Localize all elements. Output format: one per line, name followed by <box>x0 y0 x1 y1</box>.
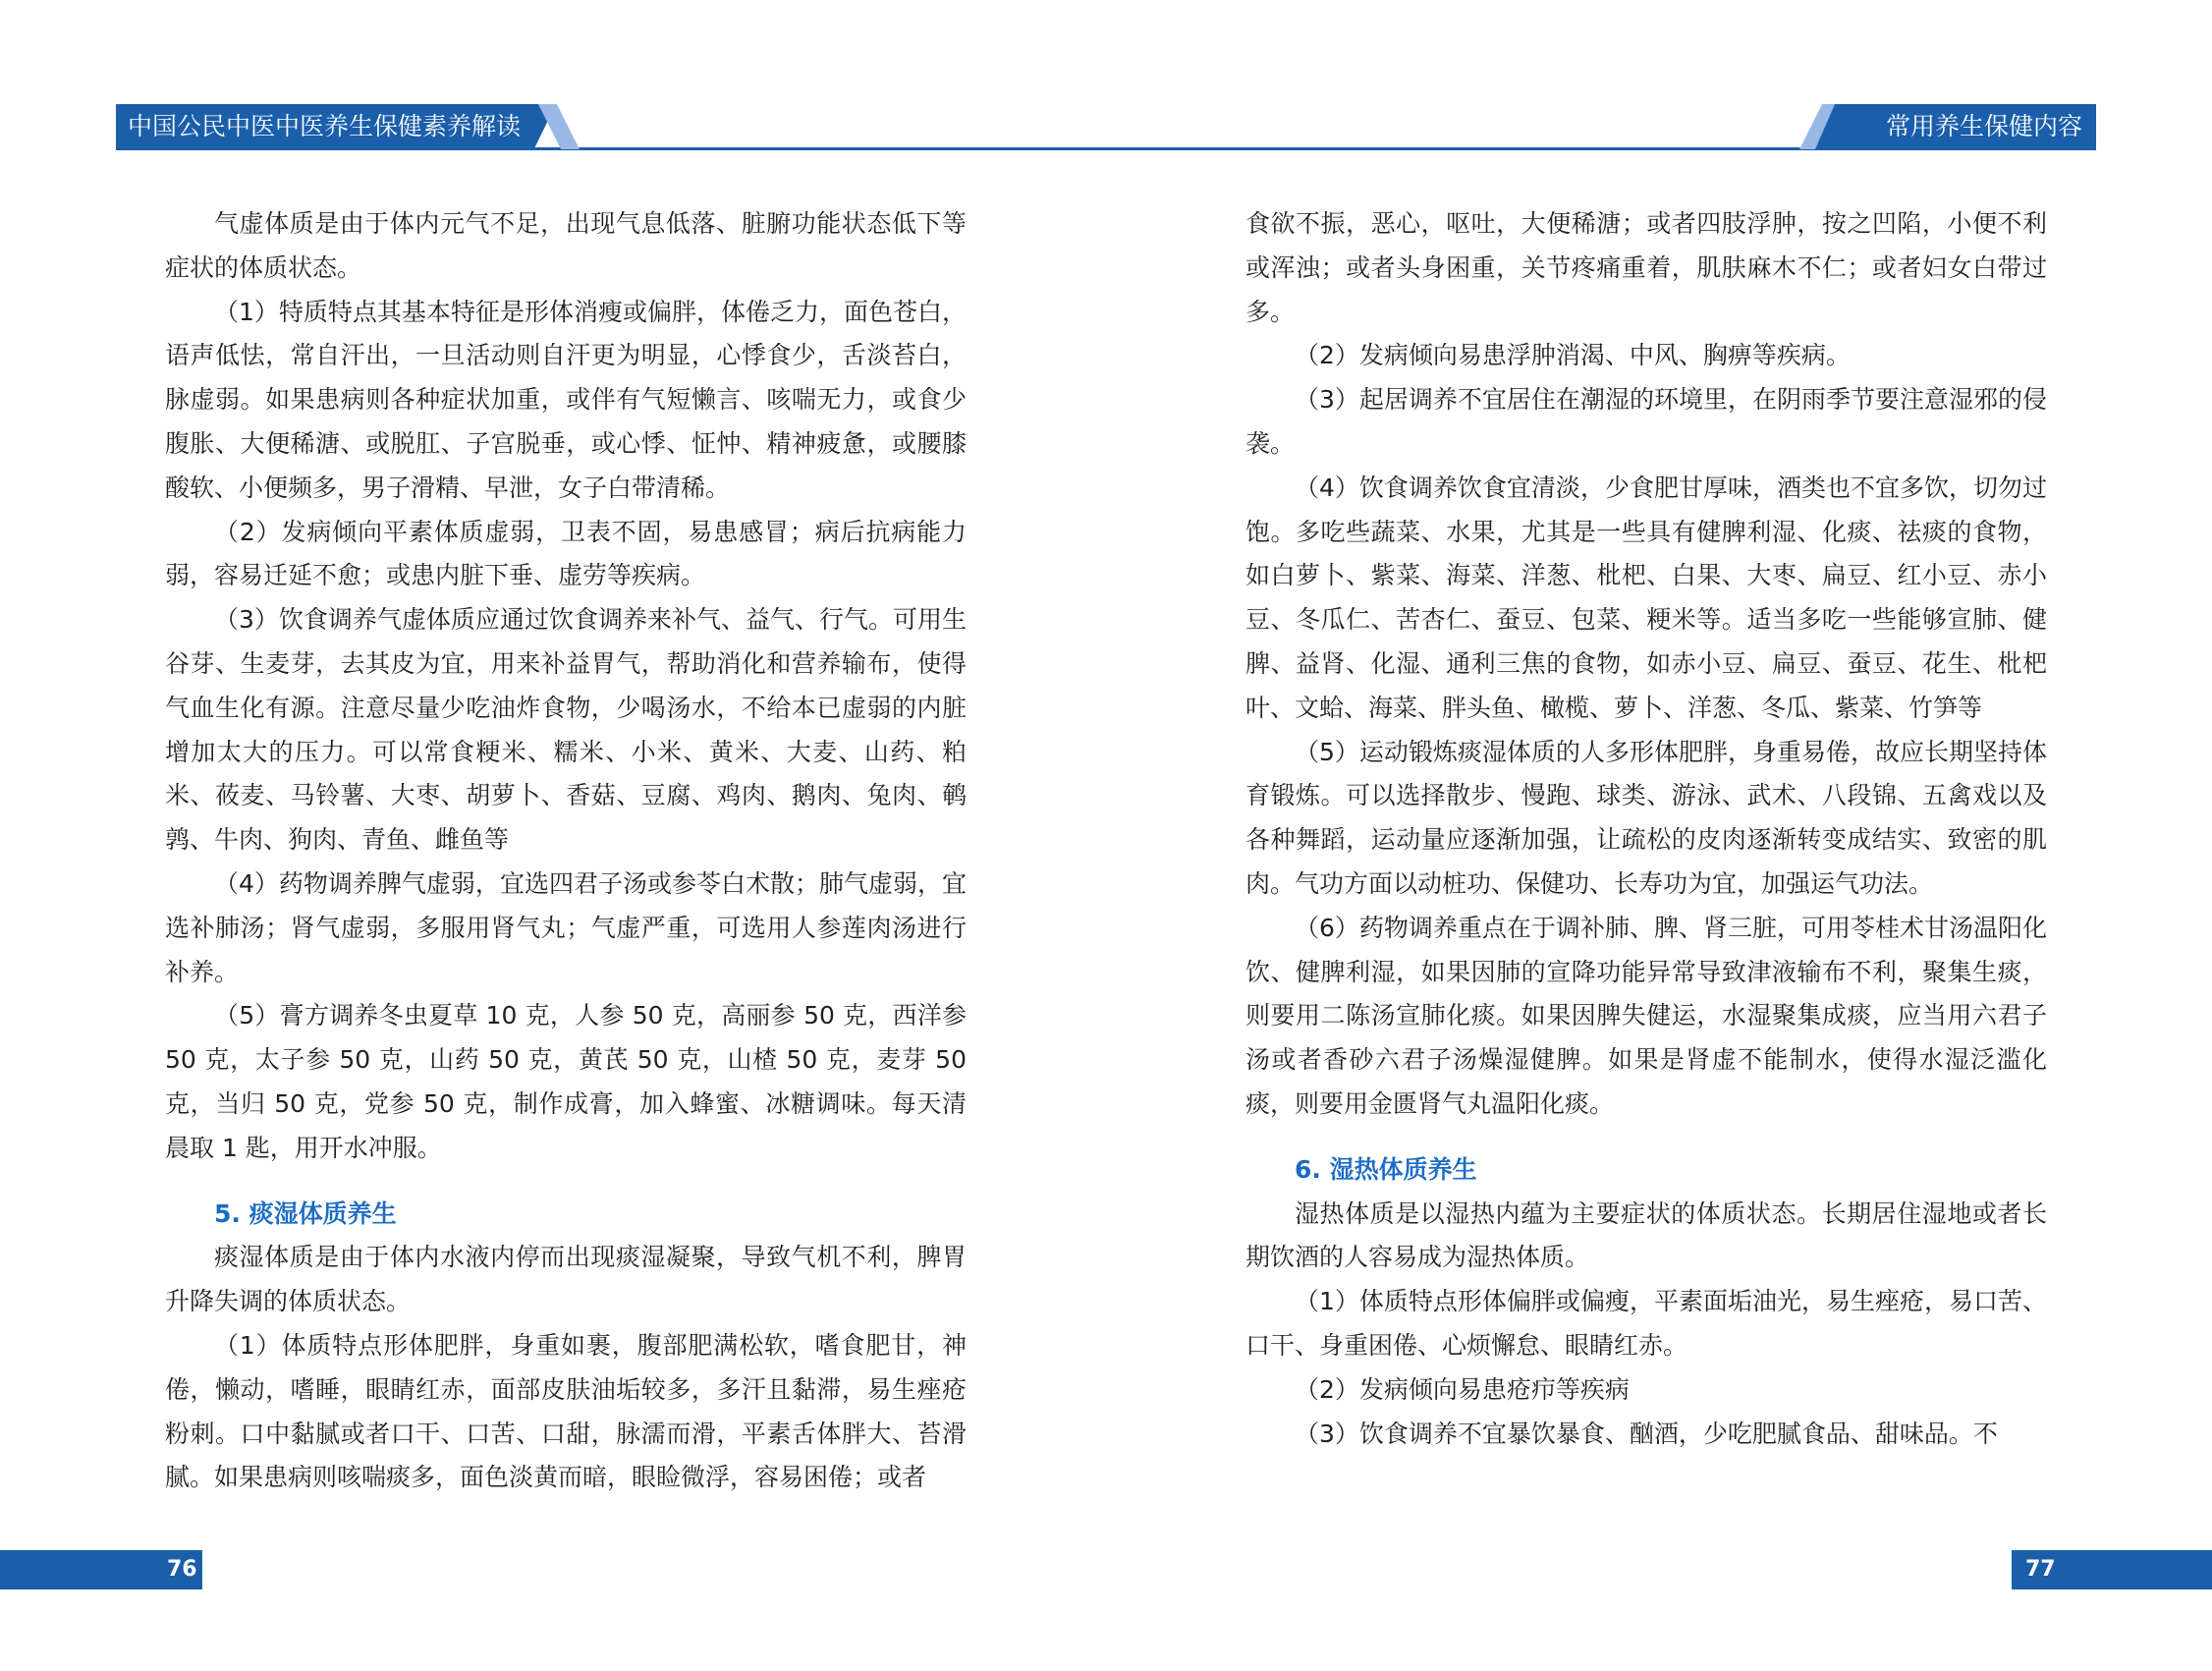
paragraph: （1）体质特点形体肥胖，身重如裹，腹部肥满松软，嗜食肥甘，神倦，懒动，嗜睡，眼睛红赤，面部皮肤油垢较多，多汗且黏滞，易生痤疮粉刺。口中黏腻或者口干、口苦、口甜，脉濡而滑，平素舌体胖大、苔滑腻。如果患病则咳喘痰多，面色淡黄而暗，眼睑微浮，容易困倦；或者 <box>165 1330 967 1492</box>
right-running-title: 常用养生保健内容 <box>1885 112 2082 140</box>
continued-paragraph: 食欲不振，恶心，呕吐，大便稀溏；或者四肢浮肿，按之凹陷，小便不利或浑浊；或者头身困重，关节疼痛重着，肌肤麻木不仁；或者妇女白带过多。 <box>1245 209 2047 326</box>
paragraph: （2）发病倾向平素体质虚弱，卫表不固，易患感冒；病后抗病能力弱，容易迁延不愈；或患内脏下垂、虚劳等疾病。 <box>165 517 967 590</box>
paragraph: （2）发病倾向易患疮疖等疾病 <box>1295 1374 1630 1404</box>
paragraph: （3）起居调养不宜居住在潮湿的环境里，在阴雨季节要注意湿邪的侵袭。 <box>1245 385 2047 458</box>
paragraph: （5）运动锻炼痰湿体质的人多形体肥胖，身重易倦，故应长期坚持体育锻炼。可以选择散步、慢跑、球类、游泳、武术、八段锦、五禽戏以及各种舞蹈，运动量应逐渐加强，让疏松的皮肉逐渐转变成结实、致密的肌肉。气功方面以动桩功、保健功、长寿功为宜，加强运气功法。 <box>1245 737 2047 898</box>
paragraph: （1）体质特点形体偏胖或偏瘦，平素面垢油光，易生痤疮，易口苦、口干、身重困倦、心烦懈怠、眼睛红赤。 <box>1245 1287 2047 1360</box>
paragraph: （3）饮食调养不宜暴饮暴食、酗酒，少吃肥腻食品、甜味品。不 <box>1295 1419 1998 1448</box>
paragraph: （3）饮食调养气虚体质应通过饮食调养来补气、益气、行气。可用生谷芽、生麦芽，去其皮为宜，用来补益胃气，帮助消化和营养输布，使得气血生化有源。注意尽量少吃油炸食物，少喝汤水，不给本已虚弱的内脏增加太大的压力。可以常食粳米、糯米、小米、黄米、大麦、山药、粕米、莜麦、马铃薯、大枣、胡萝卜、香菇、豆腐、鸡肉、鹅肉、兔肉、鹌鹑、牛肉、狗肉、青鱼、雌鱼等 <box>165 605 967 855</box>
left-running-title: 中国公民中医中医养生保健素养解读 <box>128 112 522 140</box>
right-page-body <box>1245 202 2047 1456</box>
paragraph: （6）药物调养重点在于调补肺、脾、肾三脏，可用苓桂术甘汤温阳化饮、健脾利湿，如果因肺的宣降功能异常导致津液输布不利，聚集生痰，则要用二陈汤宣肺化痰。如果因脾失健运，水湿聚集成痰，应当用六君子汤或者香砂六君子汤燥湿健脾。如果是肾虚不能制水，使得水湿泛滥化痰，则要用金匮肾气丸温阳化痰。 <box>1245 913 2047 1118</box>
paragraph: （4）药物调养脾气虚弱，宜选四君子汤或参苓白术散；肺气虚弱，宜选补肺汤；肾气虚弱，多服用肾气丸；气虚严重，可选用人参莲肉汤进行补养。 <box>165 868 967 986</box>
page-number-right: 77 <box>2025 1557 2056 1582</box>
paragraph: （2）发病倾向易患浮肿消渴、中风、胸痹等疾病。 <box>1295 341 1851 370</box>
page-number-left: 76 <box>167 1557 197 1582</box>
left-page-body <box>165 202 967 1500</box>
section-heading: 6. 湿热体质养生 <box>1295 1154 1477 1184</box>
paragraph: （4）饮食调养饮食宜清淡，少食肥甘厚味，酒类也不宜多饮，切勿过饱。多吃些蔬菜、水果，尤其是一些具有健脾利湿、化痰、祛痰的食物，如白萝卜、紫菜、海菜、洋葱、枇杷、白果、大枣、扁豆、红小豆、赤小豆、冬瓜仁、苦杏仁、蚕豆、包菜、粳米等。适当多吃一些能够宣肺、健脾、益肾、化湿、通利三焦的食物，如赤小豆、扁豆、蚕豆、花生、枇杷叶、文蛤、海菜、胖头鱼、橄榄、萝卜、洋葱、冬瓜、紫菜、竹笋等 <box>1245 473 2047 722</box>
paragraph: 痰湿体质是由于体内水液内停而出现痰湿凝聚，导致气机不利，脾胃升降失调的体质状态。 <box>165 1243 967 1316</box>
paragraph: （1）特质特点其基本特征是形体消瘦或偏胖，体倦乏力，面色苍白，语声低怯，常自汗出，一旦活动则自汗更为明显，心悸食少，舌淡苔白，脉虚弱。如果患病则各种症状加重，或伴有气短懒言、咳喘无力，或食少腹胀、大便稀溏、或脱肛、子宫脱垂，或心悸、怔忡、精神疲惫，或腰膝酸软、小便频多，男子滑精、早泄，女子白带清稀。 <box>165 297 967 502</box>
paragraph: 湿热体质是以湿热内蕴为主要症状的体质状态。长期居住湿地或者长期饮酒的人容易成为湿热体质。 <box>1245 1198 2047 1272</box>
paragraph: 气虚体质是由于体内元气不足，出现气息低落、脏腑功能状态低下等症状的体质状态。 <box>165 209 967 282</box>
paragraph: （5）膏方调养冬虫夏草 10 克，人参 50 克，高丽参 50 克，西洋参 50 克，太子参 50 克，山药 50 克，黄芪 50 克，山楂 50 克，麦芽 50 克，当归 50 克，党参 50 克，制作成膏，加入蜂蜜、冰糖调味。每天清晨取 1 匙，用开水冲服。 <box>165 1001 967 1162</box>
section-heading: 5. 痰湿体质养生 <box>214 1198 397 1228</box>
